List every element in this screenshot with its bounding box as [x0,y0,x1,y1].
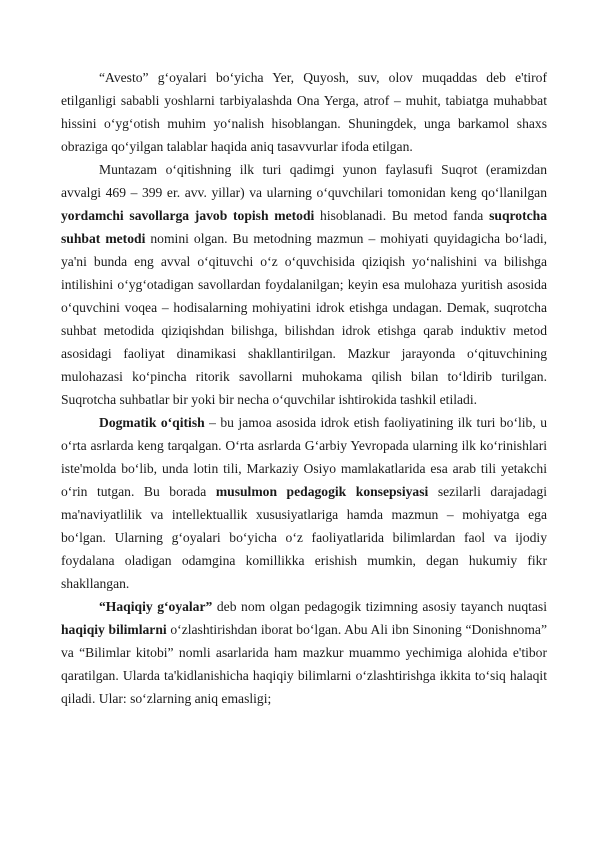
text-run: Muntazam o‘qitishning ilk turi qadimgi yunon faylasufi Suqrot (eramizdan avvalgi 469 – 399 er. avv. yillar) va ularning o‘quvchilari tomonidan keng qo‘llanilgan [61,162,547,200]
text-run: “Avesto” g‘oyalari bo‘yicha Yer, Quyosh, suv, olov muqaddas deb e'tirof etilganligi sababli yoshlarni tarbiyalashda Ona Yerga, atrof – muhit, tabiatga muhabbat hissini o‘yg‘otish muhim yo‘nalish hisoblangan. Shuningdek, unga barkamol shaxs obraziga qo‘yilgan talablar haqida aniq tasavvurlar ifoda etilgan. [61,70,547,154]
paragraph-avesto [61,66,547,158]
paragraph-haqiqiy [61,595,547,710]
paragraph-suqrot [61,158,547,411]
bold-term: suqrotcha suhbat metodi [61,208,548,246]
bold-term: haqiqiy bilimlarni [61,622,167,637]
text-run: o‘zlashtirishdan iborat bo‘lgan. Abu Ali ibn Sinoning “Donishnoma” va “Bilimlar kitobi” nomli asarlarida ham mazkur muammo yechimiga alohida e'tibor qaratilgan. Ularda ta'kidlanishicha haqiqiy bilimlarni o‘zlashtirishga ikkita to‘siq halaqit qiladi. Ular: so‘zlarning aniq emasligi; [61,622,547,706]
text-run: – bu jamoa asosida idrok etish faoliyatining ilk turi bo‘lib, u o‘rta asrlarda keng tarqalgan. O‘rta asrlarda G‘arbiy Yevropada ularning ilk ko‘rinishlari iste'molda bo‘lib, unda lotin tili, Markaziy Osiyo mamlakatlarida esa arab tili yetakchi o‘rin tutgan. Bu borada [61,415,548,499]
bold-term: musulmon pedagogik konsepsiyasi [215,484,429,499]
text-run: nomini olgan. Bu metodning mazmun – mohiyati quyidagicha bo‘ladi, ya'ni bunda eng avval o‘qituvchi o‘z o‘quvchisida qiziqish yo‘nalishini va bilishga intilishini o‘yg‘otadigan savollardan foydalanilgan; keyin esa mulohaza yuritish asosida o‘quvchini voqea – hodisalarning mohiyatini idrok etishga undagan. Demak, suqrotcha suhbat metodida qiziqishdan bilishga, bilishdan idrok etishga qarab induktiv metod asosidagi faoliyat dinamikasi shakllantirilgan. Mazkur jarayonda o‘qituvchining mulohazasi ko‘pincha ritorik savollarni muhokama qilish bilan to‘ldirib turilgan. Suqrotcha suhbatlar bir yoki bir necha o‘quvchilar ishtirokida tashkil etiladi. [61,231,547,407]
text-run: deb nom olgan pedagogik tizimning asosiy tayanch nuqtasi [212,599,547,614]
bold-term: “Haqiqiy g‘oyalar” [99,599,213,614]
paragraph-dogmatik [61,411,547,595]
text-run: hisoblanadi. Bu metod fanda [314,208,490,223]
bold-term: yordamchi savollarga javob topish metodi [61,208,315,223]
bold-term: Dogmatik o‘qitish [99,415,205,430]
text-run: sezilarli darajadagi ma'naviyatlilik va intellektuallik xususiyatlariga hamda mazmun – mohiyatga ega bo‘lgan. Ularning g‘oyalari bo‘yicha o‘z faoliyatlarida bilimlardan faol va ijodiy foydalana oladigan odamgina komillikka erishish mumkin, degan hukumiy fikr shakllangan. [61,484,548,591]
